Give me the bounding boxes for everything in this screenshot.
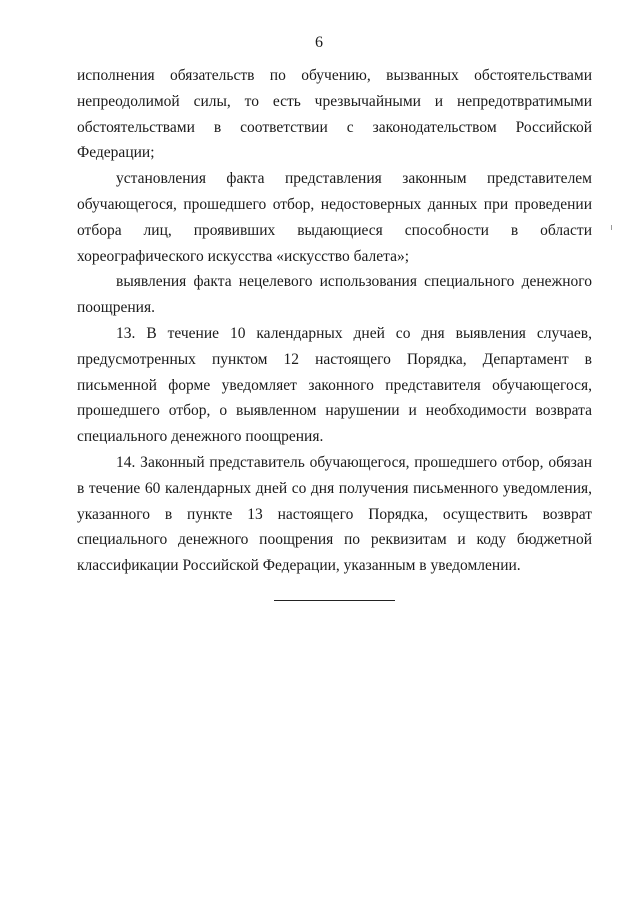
page-number: 6	[315, 34, 323, 51]
scan-artifact-mark	[611, 225, 612, 230]
document-body	[77, 63, 592, 579]
paragraph-item-13: 13. В течение 10 календарных дней со дня выявления случаев, предусмотренных пунктом 12 настоящего Порядка, Департамент в письменной форме уведомляет законного представителя обучающегося, прошедшего отбор, о выявленном нарушении и необходимости возврата специального денежного поощрения.	[77, 324, 592, 446]
end-separator-line	[274, 600, 395, 601]
paragraph-false-data: установления факта представления законным представителем обучающегося, прошедшего отбор, недостоверных данных при проведении отбора лиц, проявивших выдающиеся способности в области хореографического искусства «искусство балета»;	[77, 170, 592, 265]
paragraph-misuse: выявления факта нецелевого использования специального денежного поощрения.	[77, 273, 592, 317]
paragraph-force-majeure: исполнения обязательств по обучению, вызванных обстоятельствами непреодолимой силы, то есть чрезвычайными и непредотвратимыми обстоятельствами в соответствии с законодательством Российской Федерации;	[77, 67, 592, 162]
paragraph-item-14: 14. Законный представитель обучающегося, прошедшего отбор, обязан в течение 60 календарных дней со дня получения письменного уведомления, указанного в пункте 13 настоящего Порядка, осуществить возврат специального денежного поощрения по реквизитам и коду бюджетной классификации Российской Федерации, указанным в уведомлении.	[77, 453, 592, 575]
